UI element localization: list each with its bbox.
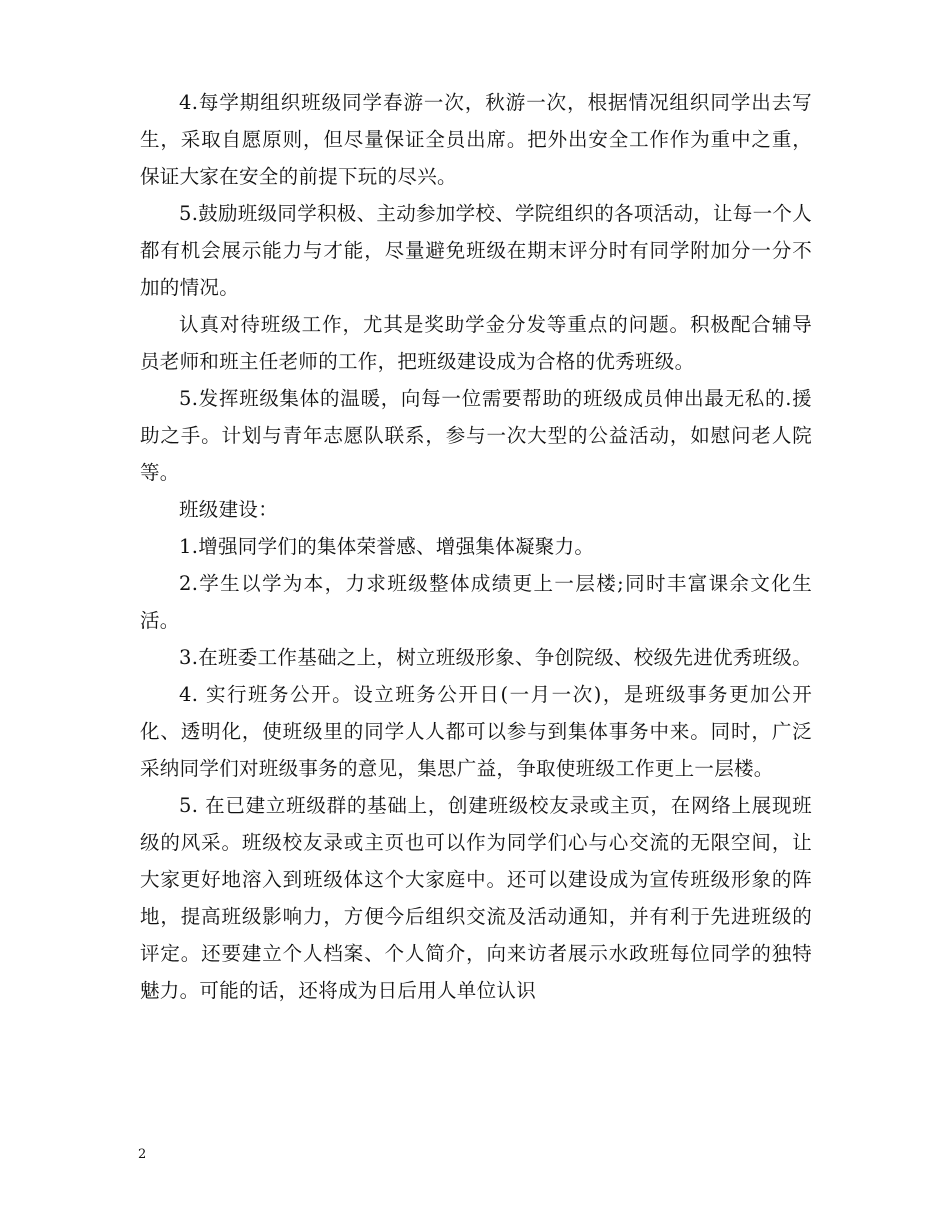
paragraph-class-work: 认真对待班级工作，尤其是奖助学金分发等重点的问题。积极配合辅导员老师和班主任老师的工作，把班级建设成为合格的优秀班级。 xyxy=(140,313,812,373)
document-body xyxy=(140,84,812,1009)
paragraph-building-item-2: 2.学生以学为本，力求班级整体成绩更上一层楼;同时丰富课余文化生活。 xyxy=(140,572,812,632)
paragraph-building-item-1: 1.增强同学们的集体荣誉感、增强集体凝聚力。 xyxy=(179,535,595,558)
paragraph-encourage-participation: 5.鼓励班级同学积极、主动参加学校、学院组织的各项活动，让每一个人都有机会展示能力与才能，尽量避免班级在期末评分时有同学附加分一分不加的情况。 xyxy=(140,202,813,299)
paragraph-building-item-5: 5. 在已建立班级群的基础上，创建班级校友录或主页，在网络上展现班级的风采。班级校友录或主页也可以作为同学们心与心交流的无限空间，让大家更好地溶入到班级体这个大家庭中。还可以建设成为宣传班级形象的阵地，提高班级影响力，方便今后组织交流及活动通知，并有利于先进班级的评定。还要建立个人档案、个人简介，向来访者展示水政班每位同学的独特魅力。可能的话，还将成为日后用人单位认识 xyxy=(140,794,812,1002)
page-number: 2 xyxy=(138,1147,147,1162)
paragraph-class-warmth: 5.发挥班级集体的温暖，向每一位需要帮助的班级成员伸出最无私的.援助之手。计划与青年志愿队联系，参与一次大型的公益活动，如慰问老人院等。 xyxy=(140,387,812,484)
paragraph-building-item-4: 4. 实行班务公开。设立班务公开日(一月一次)，是班级事务更加公开化、透明化，使班级里的同学人人都可以参与到集体事务中来。同时，广泛采纳同学们对班级事务的意见，集思广益，争取使班级工作更上一层楼。 xyxy=(140,683,812,780)
section-heading-class-building: 班级建设： xyxy=(179,498,279,521)
paragraph-activity-trips: 4.每学期组织班级同学春游一次，秋游一次，根据情况组织同学出去写生，采取自愿原则，但尽量保证全员出席。把外出安全工作作为重中之重，保证大家在安全的前提下玩的尽兴。 xyxy=(140,91,812,188)
paragraph-building-item-3: 3.在班委工作基础之上，树立班级形象、争创院级、校级先进优秀班级。 xyxy=(179,646,813,669)
